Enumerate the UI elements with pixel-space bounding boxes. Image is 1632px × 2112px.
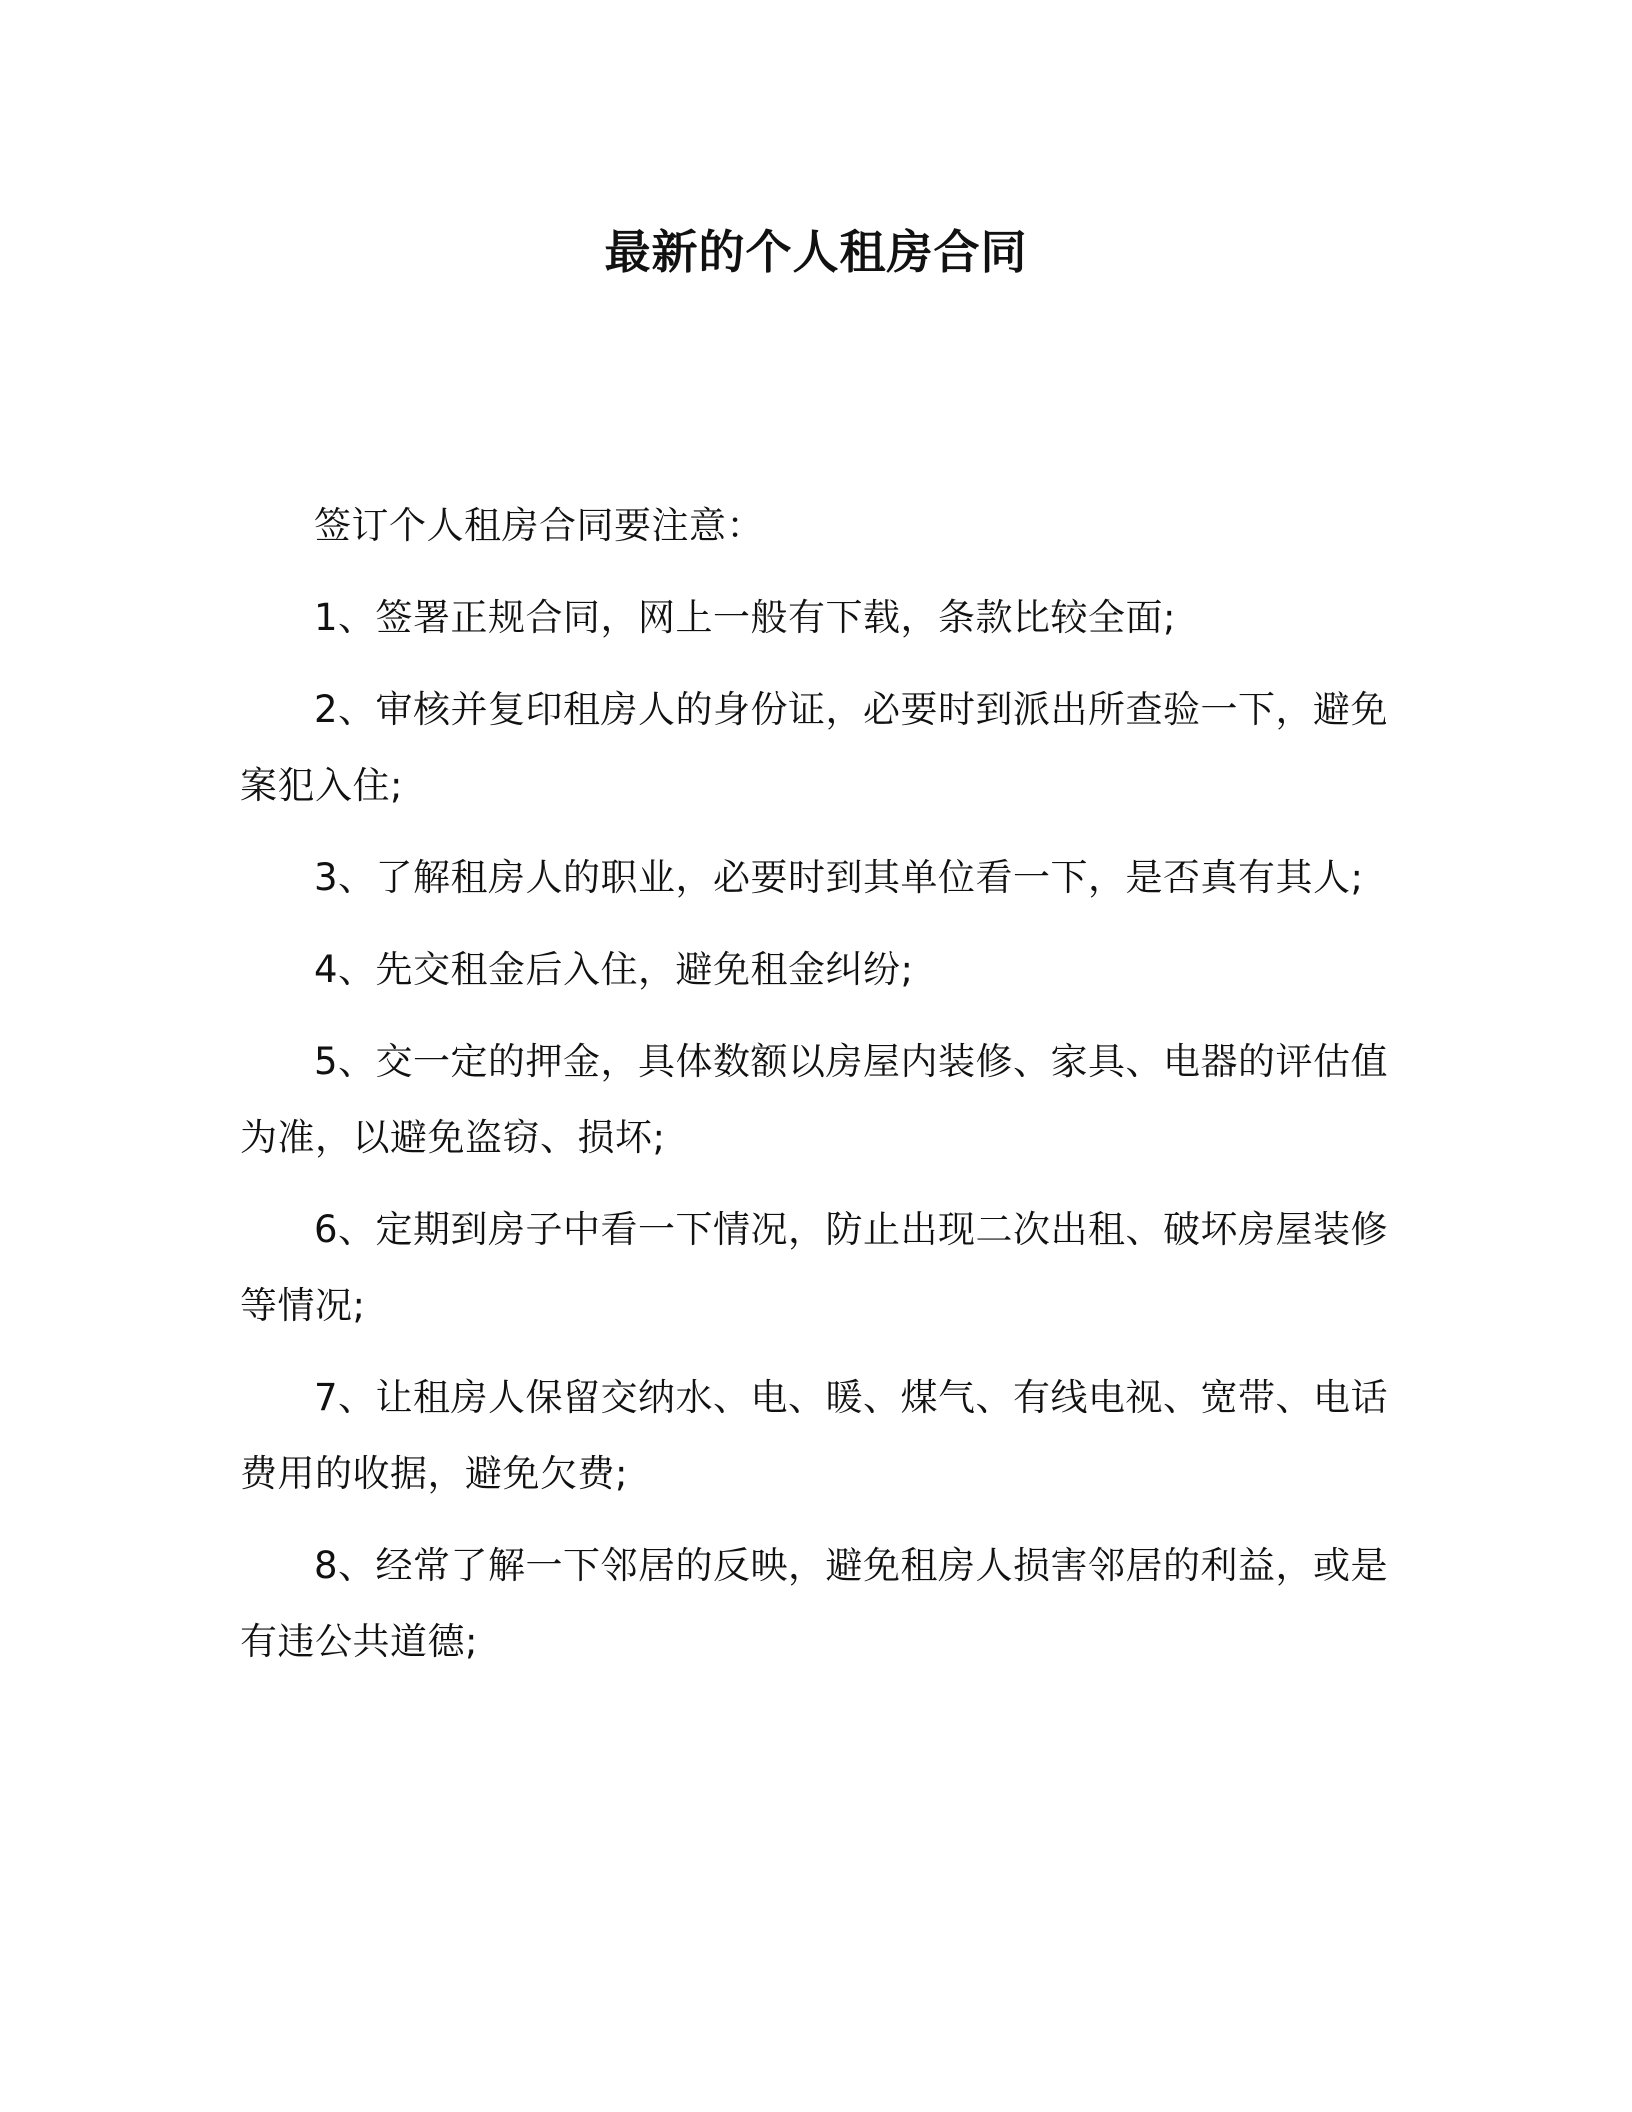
list-item: 7、让租房人保留交纳水、电、暖、煤气、有线电视、宽带、电话费用的收据，避免欠费;: [240, 1376, 1389, 1495]
list-item: 1、签署正规合同，网上一般有下载，条款比较全面;: [314, 596, 1177, 639]
list-item: 2、审核并复印租房人的身份证，必要时到派出所查验一下，避免案犯入住;: [240, 688, 1389, 807]
list-item: 8、经常了解一下邻居的反映，避免租房人损害邻居的利益，或是有违公共道德;: [240, 1544, 1389, 1663]
list-item: 6、定期到房子中看一下情况，防止出现二次出租、破坏房屋装修等情况;: [240, 1208, 1389, 1327]
document-title: 最新的个人租房合同: [604, 225, 1028, 279]
document-body: [240, 488, 1390, 1696]
intro-paragraph: 签订个人租房合同要注意：: [314, 504, 764, 547]
list-item: 5、交一定的押金，具体数额以房屋内装修、家具、电器的评估值为准，以避免盗窃、损坏;: [240, 1040, 1389, 1159]
list-item: 4、先交租金后入住，避免租金纠纷;: [314, 948, 914, 991]
list-item: 3、了解租房人的职业，必要时到其单位看一下，是否真有其人;: [314, 856, 1364, 899]
